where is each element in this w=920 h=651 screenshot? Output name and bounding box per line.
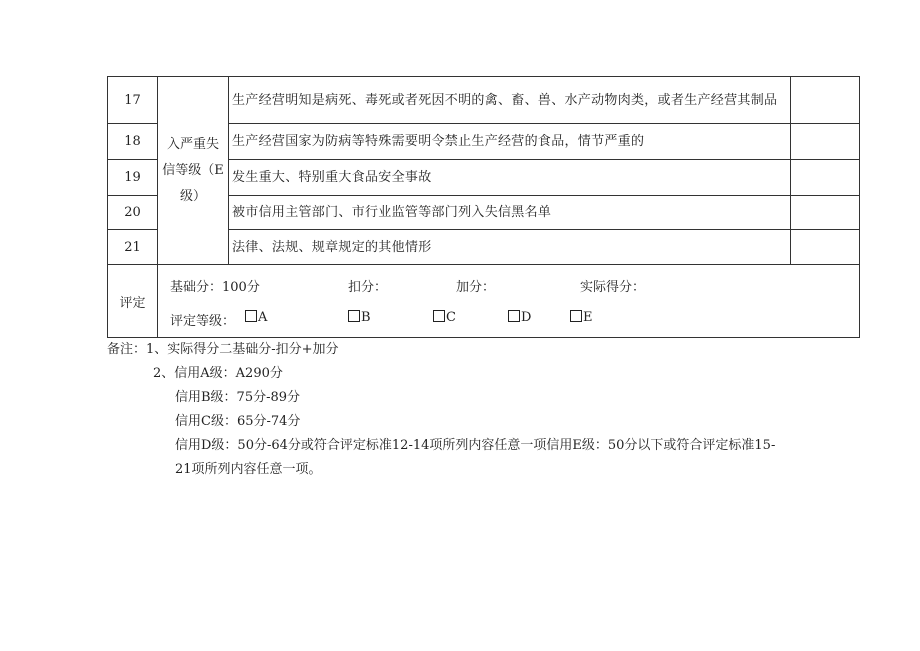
grade-a-checkbox[interactable]: A [245, 310, 267, 325]
row-description: 法律、法规、规章规定的其他情形 [229, 230, 791, 265]
evaluation-label: 评定 [108, 265, 158, 338]
checkbox-icon [433, 310, 445, 322]
criteria-table [107, 76, 860, 338]
grade-line [158, 306, 859, 330]
checkbox-icon [348, 310, 360, 322]
checkbox-icon [570, 310, 582, 322]
note-line: 21项所列内容任意一项。 [175, 462, 322, 477]
grade-b-checkbox[interactable]: B [348, 310, 371, 325]
checkbox-icon [245, 310, 257, 322]
note-line: 信用C级：65分-74分 [175, 414, 301, 429]
score-cell[interactable] [791, 77, 860, 124]
note-line: 2、信用A级：A290分 [153, 366, 283, 381]
row-number: 20 [108, 196, 158, 230]
category-cell [158, 77, 229, 265]
row-description: 生产经营国家为防病等特殊需要明令禁止生产经营的食品，情节严重的 [229, 124, 791, 160]
deduct-field[interactable]: 扣分： [348, 280, 388, 295]
actual-score-field[interactable]: 实际得分： [580, 280, 646, 295]
grade-c-checkbox[interactable]: C [433, 310, 456, 325]
grade-d-checkbox[interactable]: D [508, 310, 531, 325]
category-text: 入严重失信等级（E级） [162, 136, 224, 204]
row-number: 19 [108, 160, 158, 196]
row-number: 17 [108, 77, 158, 124]
table-row [108, 77, 860, 124]
grade-label: 评定等级： [170, 314, 236, 329]
grade-e-checkbox[interactable]: E [570, 310, 593, 325]
score-line [158, 272, 859, 296]
evaluation-row [108, 265, 860, 338]
row-number: 21 [108, 230, 158, 265]
add-field[interactable]: 加分： [456, 280, 496, 295]
base-score: 基础分：100分 [170, 280, 260, 295]
note-line: 信用D级：50分-64分或符合评定标准12-14项所列内容任意一项信用E级：50分以下或符合评定标准15- [175, 438, 776, 453]
score-cell[interactable] [791, 230, 860, 265]
score-cell[interactable] [791, 124, 860, 160]
evaluation-cell [158, 265, 860, 338]
score-cell[interactable] [791, 160, 860, 196]
score-cell[interactable] [791, 196, 860, 230]
note-line: 备注：1、实际得分二基础分-扣分+加分 [107, 342, 339, 357]
row-description: 发生重大、特别重大食品安全事故 [229, 160, 791, 196]
row-description: 被市信用主管部门、市行业监管等部门列入失信黑名单 [229, 196, 791, 230]
row-description: 生产经营明知是病死、毒死或者死因不明的禽、畜、兽、水产动物肉类，或者生产经营其制品 [229, 77, 791, 124]
checkbox-icon [508, 310, 520, 322]
row-number: 18 [108, 124, 158, 160]
note-line: 信用B级：75分-89分 [175, 390, 301, 405]
